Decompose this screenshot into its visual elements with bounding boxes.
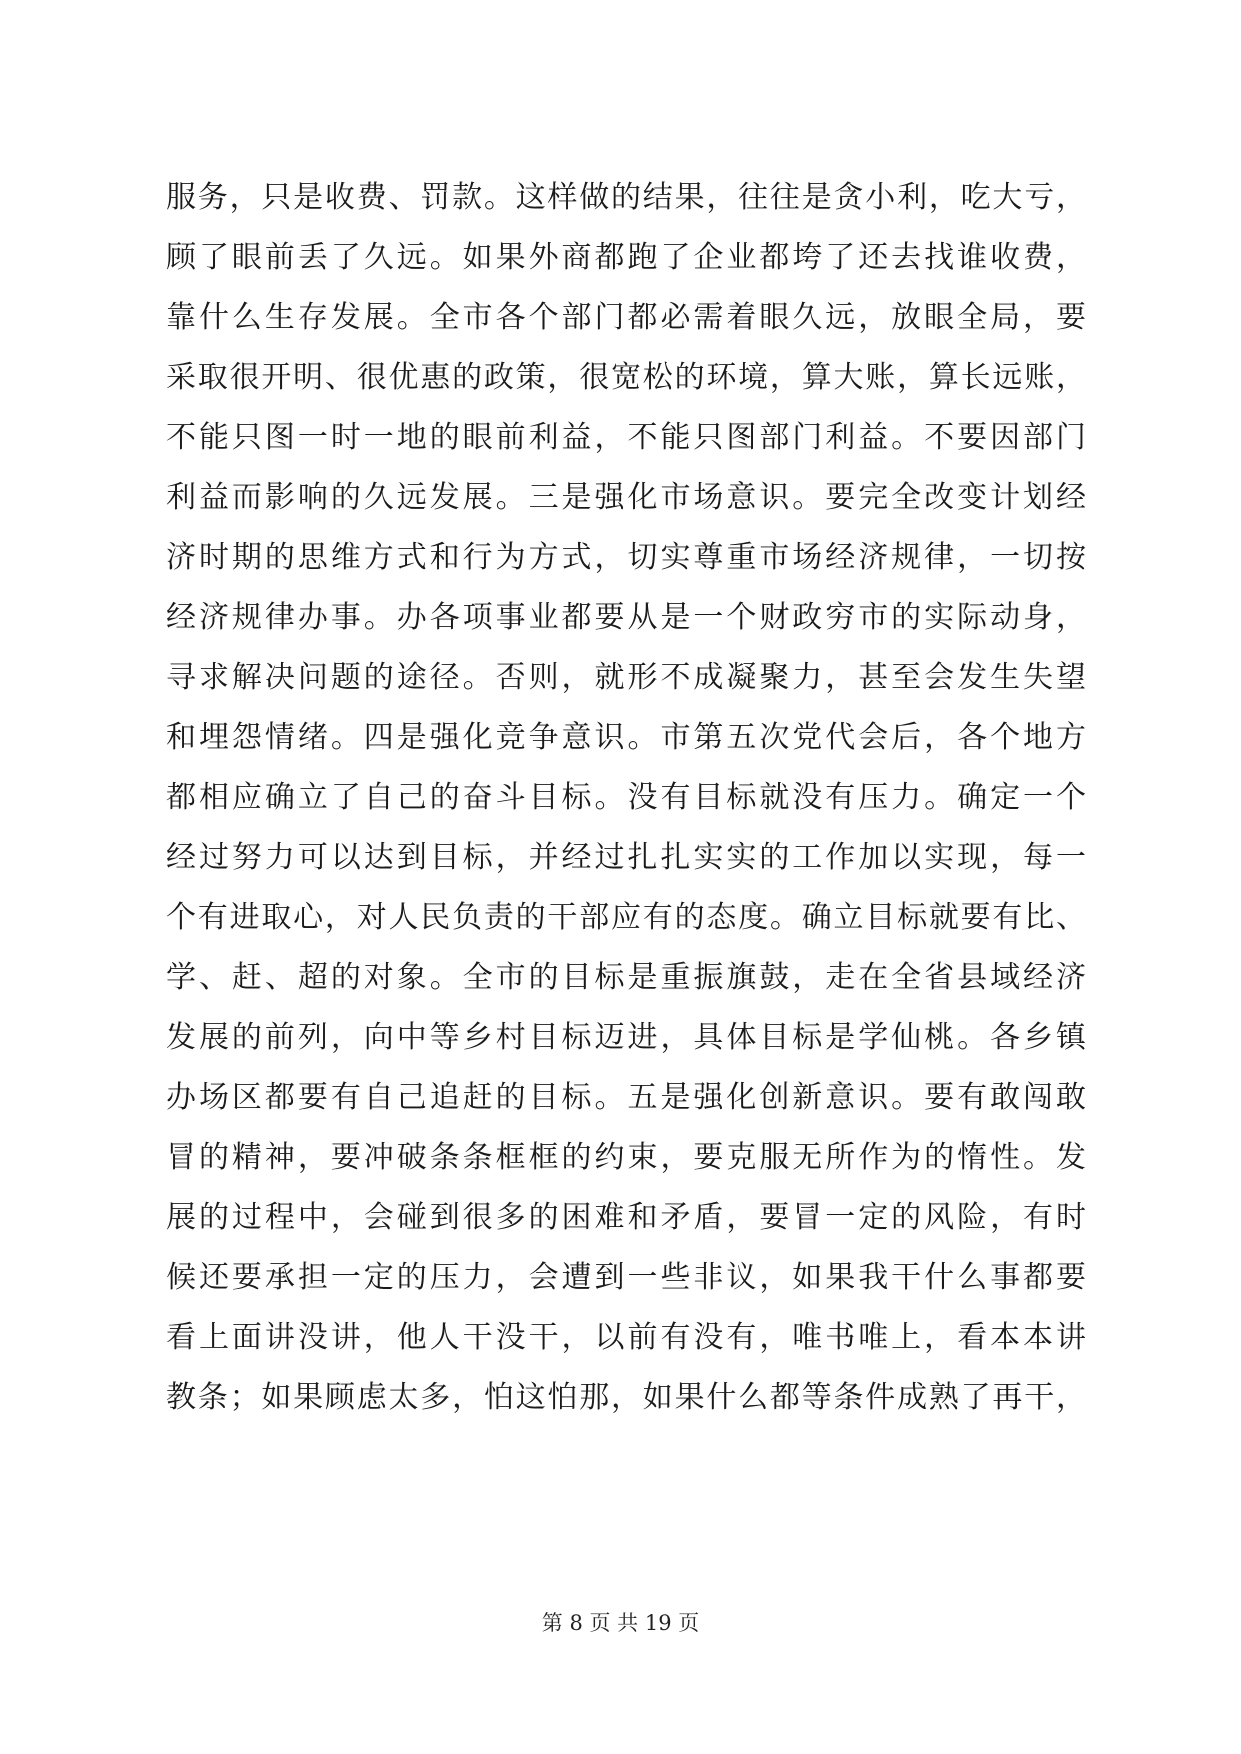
text-line: 利益而影响的久远发展。三是强化市场意识。要完全改变计划经 bbox=[166, 480, 1086, 515]
text-line: 个有进取心，对人民负责的干部应有的态度。确立目标就要有比、 bbox=[166, 900, 1086, 935]
text-line: 不能只图一时一地的眼前利益，不能只图部门利益。不要因部门 bbox=[166, 420, 1086, 455]
text-line: 济时期的思维方式和行为方式，切实尊重市场经济规律，一切按 bbox=[166, 540, 1086, 575]
text-line: 和埋怨情绪。四是强化竞争意识。市第五次党代会后，各个地方 bbox=[166, 720, 1086, 755]
text-line: 寻求解决问题的途径。否则，就形不成凝聚力，甚至会发生失望 bbox=[166, 660, 1086, 695]
text-line: 采取很开明、很优惠的政策，很宽松的环境，算大账，算长远账， bbox=[166, 360, 1086, 395]
text-line: 看上面讲没讲，他人干没干，以前有没有，唯书唯上，看本本讲 bbox=[166, 1320, 1086, 1355]
page-footer: 第 8 页 共 19 页 bbox=[541, 1611, 700, 1635]
text-line: 教条；如果顾虑太多，怕这怕那，如果什么都等条件成熟了再干， bbox=[166, 1380, 1086, 1415]
body-text bbox=[166, 168, 1086, 1428]
text-line: 办场区都要有自己追赶的目标。五是强化创新意识。要有敢闯敢 bbox=[166, 1080, 1086, 1115]
text-line: 候还要承担一定的压力，会遭到一些非议，如果我干什么事都要 bbox=[166, 1260, 1086, 1295]
text-line: 经过努力可以达到目标，并经过扎扎实实的工作加以实现，每一 bbox=[166, 840, 1086, 875]
text-line: 靠什么生存发展。全市各个部门都必需着眼久远，放眼全局，要 bbox=[166, 300, 1086, 335]
text-line: 学、赶、超的对象。全市的目标是重振旗鼓，走在全省县域经济 bbox=[166, 960, 1086, 995]
text-line: 顾了眼前丢了久远。如果外商都跑了企业都垮了还去找谁收费， bbox=[166, 240, 1086, 275]
text-line: 发展的前列，向中等乡村目标迈进，具体目标是学仙桃。各乡镇 bbox=[166, 1020, 1086, 1055]
text-line: 冒的精神，要冲破条条框框的约束，要克服无所作为的惰性。发 bbox=[166, 1140, 1086, 1175]
text-line: 经济规律办事。办各项事业都要从是一个财政穷市的实际动身， bbox=[166, 600, 1086, 635]
text-line: 展的过程中，会碰到很多的困难和矛盾，要冒一定的风险，有时 bbox=[166, 1200, 1086, 1235]
text-line: 服务，只是收费、罚款。这样做的结果，往往是贪小利，吃大亏， bbox=[166, 180, 1086, 215]
text-line: 都相应确立了自己的奋斗目标。没有目标就没有压力。确定一个 bbox=[166, 780, 1086, 815]
